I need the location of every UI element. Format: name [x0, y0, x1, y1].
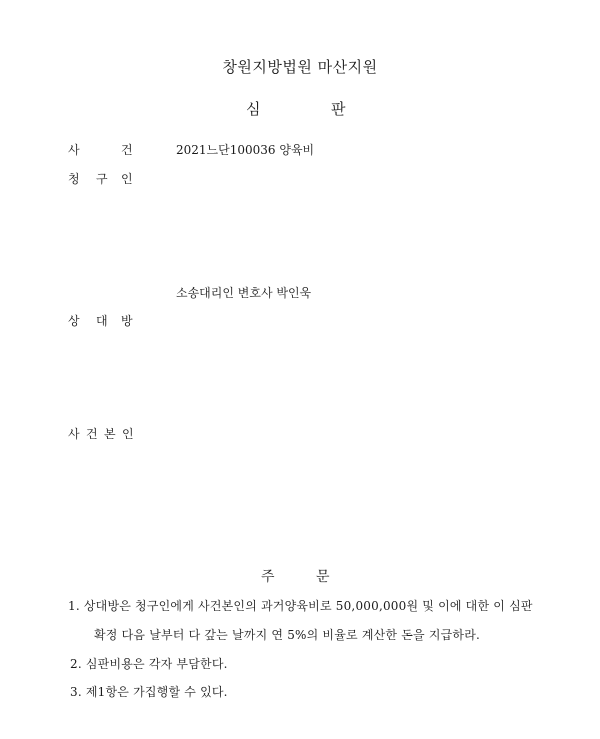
- claimant-label-char: 구: [96, 172, 108, 186]
- respondent-label-char: 상: [68, 314, 80, 328]
- claimant-label-char: 청: [68, 172, 80, 186]
- claimant-label-char: 인: [121, 172, 133, 186]
- document-title-char: 심: [246, 100, 261, 118]
- principal-label-char: 사: [68, 427, 80, 441]
- case-number: 2021느단100036 양육비: [176, 143, 315, 157]
- document-title-char: 판: [331, 100, 346, 118]
- case-label-char: 건: [121, 143, 133, 157]
- respondent-label-char: 대: [96, 314, 108, 328]
- order-heading-char: 문: [316, 569, 330, 585]
- order-item-2: 2. 심판비용은 각자 부담한다.: [70, 657, 228, 671]
- principal-label-char: 인: [122, 427, 134, 441]
- order-heading-char: 주: [261, 569, 275, 585]
- respondent-label-char: 방: [121, 314, 133, 328]
- principal-label-char: 본: [104, 427, 116, 441]
- case-label-char: 사: [68, 143, 80, 157]
- principal-label-char: 건: [86, 427, 98, 441]
- order-item-3: 3. 제1항은 가집행할 수 있다.: [70, 685, 228, 699]
- court-name: 창원지방법원 마산지원: [222, 58, 378, 76]
- order-item-1-line1: 1. 상대방은 청구인에게 사건본인의 과거양육비로 50,000,000원 및 이에 대한 이 심판: [68, 599, 533, 613]
- claimant-representative: 소송대리인 변호사 박인욱: [176, 286, 312, 300]
- order-item-1-line2: 확정 다음 날부터 다 갚는 날까지 연 5%의 비율로 계산한 돈을 지급하라.: [94, 628, 480, 642]
